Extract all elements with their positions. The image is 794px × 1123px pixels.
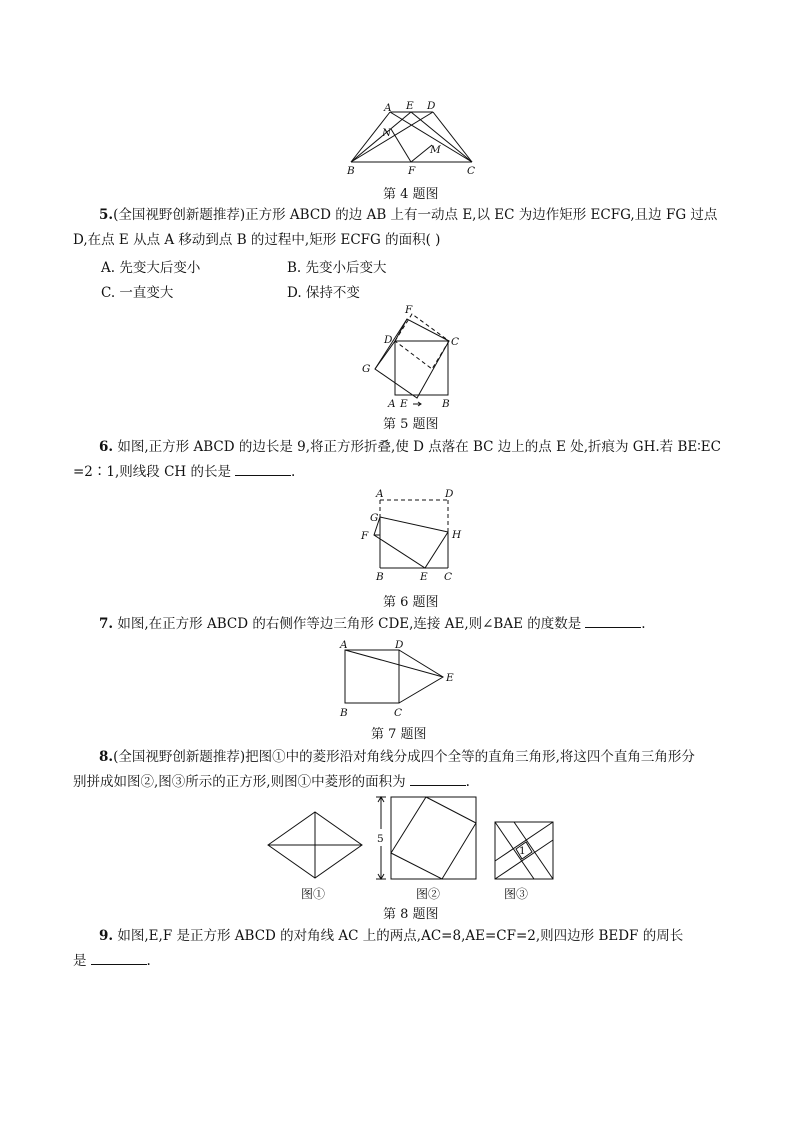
fig8-sub3: 图③	[504, 887, 529, 901]
fig8-sub1: 图①	[301, 887, 326, 901]
fig6-label-H: H	[452, 529, 462, 541]
q7-text-end: .	[641, 616, 646, 632]
fig5-label-D: D	[384, 334, 393, 346]
fig5-label-E: E	[400, 398, 408, 410]
q6-text-line1: 如图,正方形 ABCD 的边长是 9,将正方形折叠,使 D 点落在 BC 边上的点 E 处,折痕为 GH.若 BE∶EC	[117, 439, 721, 455]
q9-line1	[99, 927, 683, 946]
fig8-caption: 第 8 题图	[383, 907, 439, 922]
fig4-label-E: E	[406, 100, 414, 112]
fig4-caption: 第 4 题图	[383, 187, 439, 202]
q5-option-a: A. 先变大后变小	[101, 260, 201, 276]
fig6-label-A: A	[376, 488, 384, 500]
q5-option-d: D. 保持不变	[287, 285, 360, 301]
q6-text-end: .	[290, 464, 296, 480]
fig4-label-N: N	[382, 127, 392, 139]
fig5-label-A: A	[388, 398, 396, 410]
fig6-label-F: F	[361, 530, 369, 542]
fig5-label-F: F	[405, 304, 413, 316]
fig6-label-C: C	[444, 571, 453, 583]
q6-text-line2: =2∶1,则线段 CH 的长是	[73, 464, 231, 480]
fig4-label-A: A	[384, 102, 392, 114]
fig8-dim-1: 1	[519, 845, 526, 857]
fig5-label-C: C	[451, 336, 460, 348]
fig8-square-2	[376, 797, 476, 879]
fig6-label-D: D	[445, 488, 454, 500]
q9-text-end: .	[146, 953, 151, 969]
q5-text-line1: (全国视野创新题推荐)正方形 ABCD 的边 AB 上有一动点 E,以 EC 为边作矩形 ECFG,且边 FG 过点	[113, 207, 718, 223]
fig7-label-D: D	[395, 639, 404, 651]
q5-number: 5.	[99, 207, 114, 223]
q8-text-line2: 别拼成如图②,图③所示的正方形,则图①中菱形的面积为	[73, 774, 406, 790]
q8-text-end: .	[465, 774, 470, 790]
q9-text-line1: 如图,E,F 是正方形 ABCD 的对角线 AC 上的两点,AC=8,AE=CF=2,则四边形 BEDF 的周长	[117, 928, 684, 944]
q6-number: 6.	[99, 439, 114, 455]
fig6-label-B: B	[376, 571, 384, 583]
fig4-label-D: D	[427, 100, 436, 112]
q7-text-line1: 如图,在正方形 ABCD 的右侧作等边三角形 CDE,连接 AE,则∠BAE 的度数是	[117, 616, 582, 632]
fig6-label-G: G	[370, 512, 379, 524]
fig7-label-B: B	[340, 707, 348, 719]
fig7-label-A: A	[340, 639, 348, 651]
q5-option-c: C. 一直变大	[101, 285, 174, 301]
fig5-caption: 第 5 题图	[383, 417, 439, 432]
fig8-square-3	[495, 822, 553, 879]
fig7-label-E: E	[446, 672, 454, 684]
fig5-label-B: B	[442, 398, 450, 410]
fig8-dim-5: 5	[377, 833, 384, 845]
q7-number: 7.	[99, 616, 114, 632]
fig4-label-M: M	[430, 144, 441, 156]
fig8-rhombus	[268, 812, 362, 878]
fig6-label-E: E	[420, 571, 428, 583]
q9-line2	[73, 952, 151, 971]
q5-line2: D,在点 E 从点 A 移动到点 B 的过程中,矩形 ECFG 的面积( )	[73, 232, 441, 248]
fig4-label-C: C	[467, 165, 476, 177]
q9-number: 9.	[99, 928, 114, 944]
fig4-label-F: F	[408, 165, 416, 177]
q9-answer-blank[interactable]	[91, 963, 147, 965]
q9-text-line2: 是	[73, 953, 87, 969]
q8-number: 8.	[99, 749, 114, 765]
fig6-caption: 第 6 题图	[383, 595, 439, 610]
fig8-sub2: 图②	[416, 887, 441, 901]
fig4-label-B: B	[347, 165, 355, 177]
fig5-label-G: G	[362, 363, 371, 375]
fig7-caption: 第 7 题图	[371, 727, 427, 742]
q5-option-b: B. 先变小后变大	[287, 260, 387, 276]
fig7-label-C: C	[394, 707, 403, 719]
q8-text-line1: (全国视野创新题推荐)把图①中的菱形沿对角线分成四个全等的直角三角形,将这四个直角三角形分	[113, 749, 695, 765]
